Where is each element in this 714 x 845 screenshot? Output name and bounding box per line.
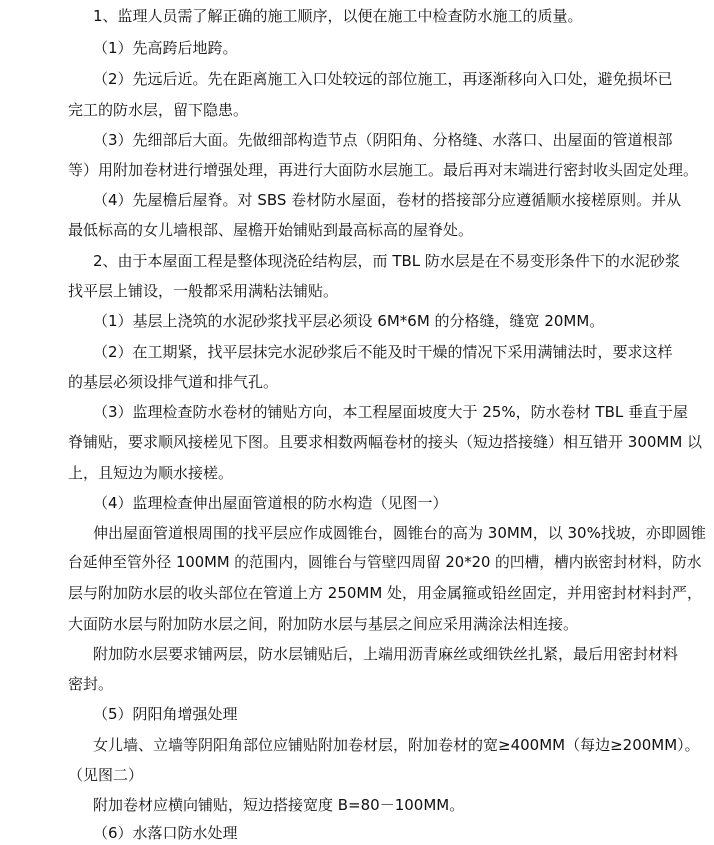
- text-line: （3）监理检查防水卷材的铺贴方向，本工程屋面坡度大于 25%，防水卷材 TBL 垂直于屋: [93, 403, 689, 421]
- text-line: 大面防水层与附加防水层之间，附加防水层与基层之间应采用满涂法相连接。: [68, 615, 579, 633]
- text-line: （2）在工期紧，找平层抹完水泥砂浆后不能及时干燥的情况下采用满铺法时，要求这样: [93, 343, 673, 361]
- text-line: （1）基层上浇筑的水泥砂浆找平层必须设 6M*6M 的分格缝，缝宽 20MM。: [93, 312, 605, 330]
- text-line: （4）监理检查伸出屋面管道根的防水构造（见图一）: [93, 494, 448, 512]
- text-line: （6）水落口防水处理: [93, 824, 238, 842]
- text-line: 的基层必须设排气道和排气孔。: [68, 373, 279, 391]
- text-line: 2、由于本屋面工程是整体现浇砼结构层，而 TBL 防水层是在不易变形条件下的水泥砂浆: [93, 252, 680, 270]
- text-line: 找平层上铺设，一般都采用满粘法铺贴。: [68, 282, 339, 300]
- text-line: （4）先屋檐后屋脊。对 SBS 卷材防水屋面，卷材的搭接部分应遵循顺水接槎原则。并从: [93, 191, 682, 209]
- text-line: （5）阴阳角增强处理: [93, 705, 238, 723]
- text-line: （3）先细部后大面。先做细部构造节点（阴阳角、分格缝、水落口、出屋面的管道根部: [93, 131, 673, 149]
- text-line: 完工的防水层，留下隐患。: [68, 101, 249, 119]
- text-line: 等）用附加卷材进行增强处理，再进行大面防水层施工。最后再对末端进行密封收头固定处理。: [68, 161, 699, 179]
- text-line: 上，且短边为顺水接槎。: [68, 464, 234, 482]
- text-line: 最低标高的女儿墙根部、屋檐开始铺贴到最高标高的屋脊处。: [68, 221, 474, 239]
- text-line: （1）先高跨后地跨。: [93, 39, 238, 57]
- text-line: 女儿墙、立墙等阴阳角部位应铺贴附加卷材层，附加卷材的宽≥400MM（每边≥200MM）。: [93, 736, 700, 754]
- text-line: （2）先远后近。先在距离施工入口处较远的部位施工，再逐渐移向入口处，避免损坏已: [93, 70, 673, 88]
- text-line: 台延伸至管外径 100MM 的范围内，圆锥台与管壁四周留 20*20 的凹槽，槽内嵌密封材料，防水: [68, 554, 702, 571]
- text-line: 附加卷材应横向铺贴，短边搭接宽度 B=80－100MM。: [93, 796, 465, 814]
- text-line: 伸出屋面管道根周围的找平层应作成圆锥台，圆锥台的高为 30MM，以 30%找坡，亦即圆锥: [93, 524, 706, 542]
- text-line: 1、监理人员需了解正确的施工顺序，以便在施工中检查防水施工的质量。: [93, 7, 583, 25]
- text-line: （见图二）: [68, 766, 144, 784]
- text-line: 脊铺贴，要求顺风接槎见下图。且要求相数两幅卷材的接头（短边搭接缝）相互错开 300MM 以: [68, 433, 703, 451]
- text-line: 密封。: [68, 675, 114, 693]
- text-line: 附加防水层要求铺两层，防水层铺贴后，上端用沥青麻丝或细铁丝扎紧，最后用密封材料: [93, 645, 679, 663]
- text-line: 层与附加防水层的收头部位在管道上方 250MM 处，用金属箍或铅丝固定，并用密封材料封严，: [68, 584, 703, 602]
